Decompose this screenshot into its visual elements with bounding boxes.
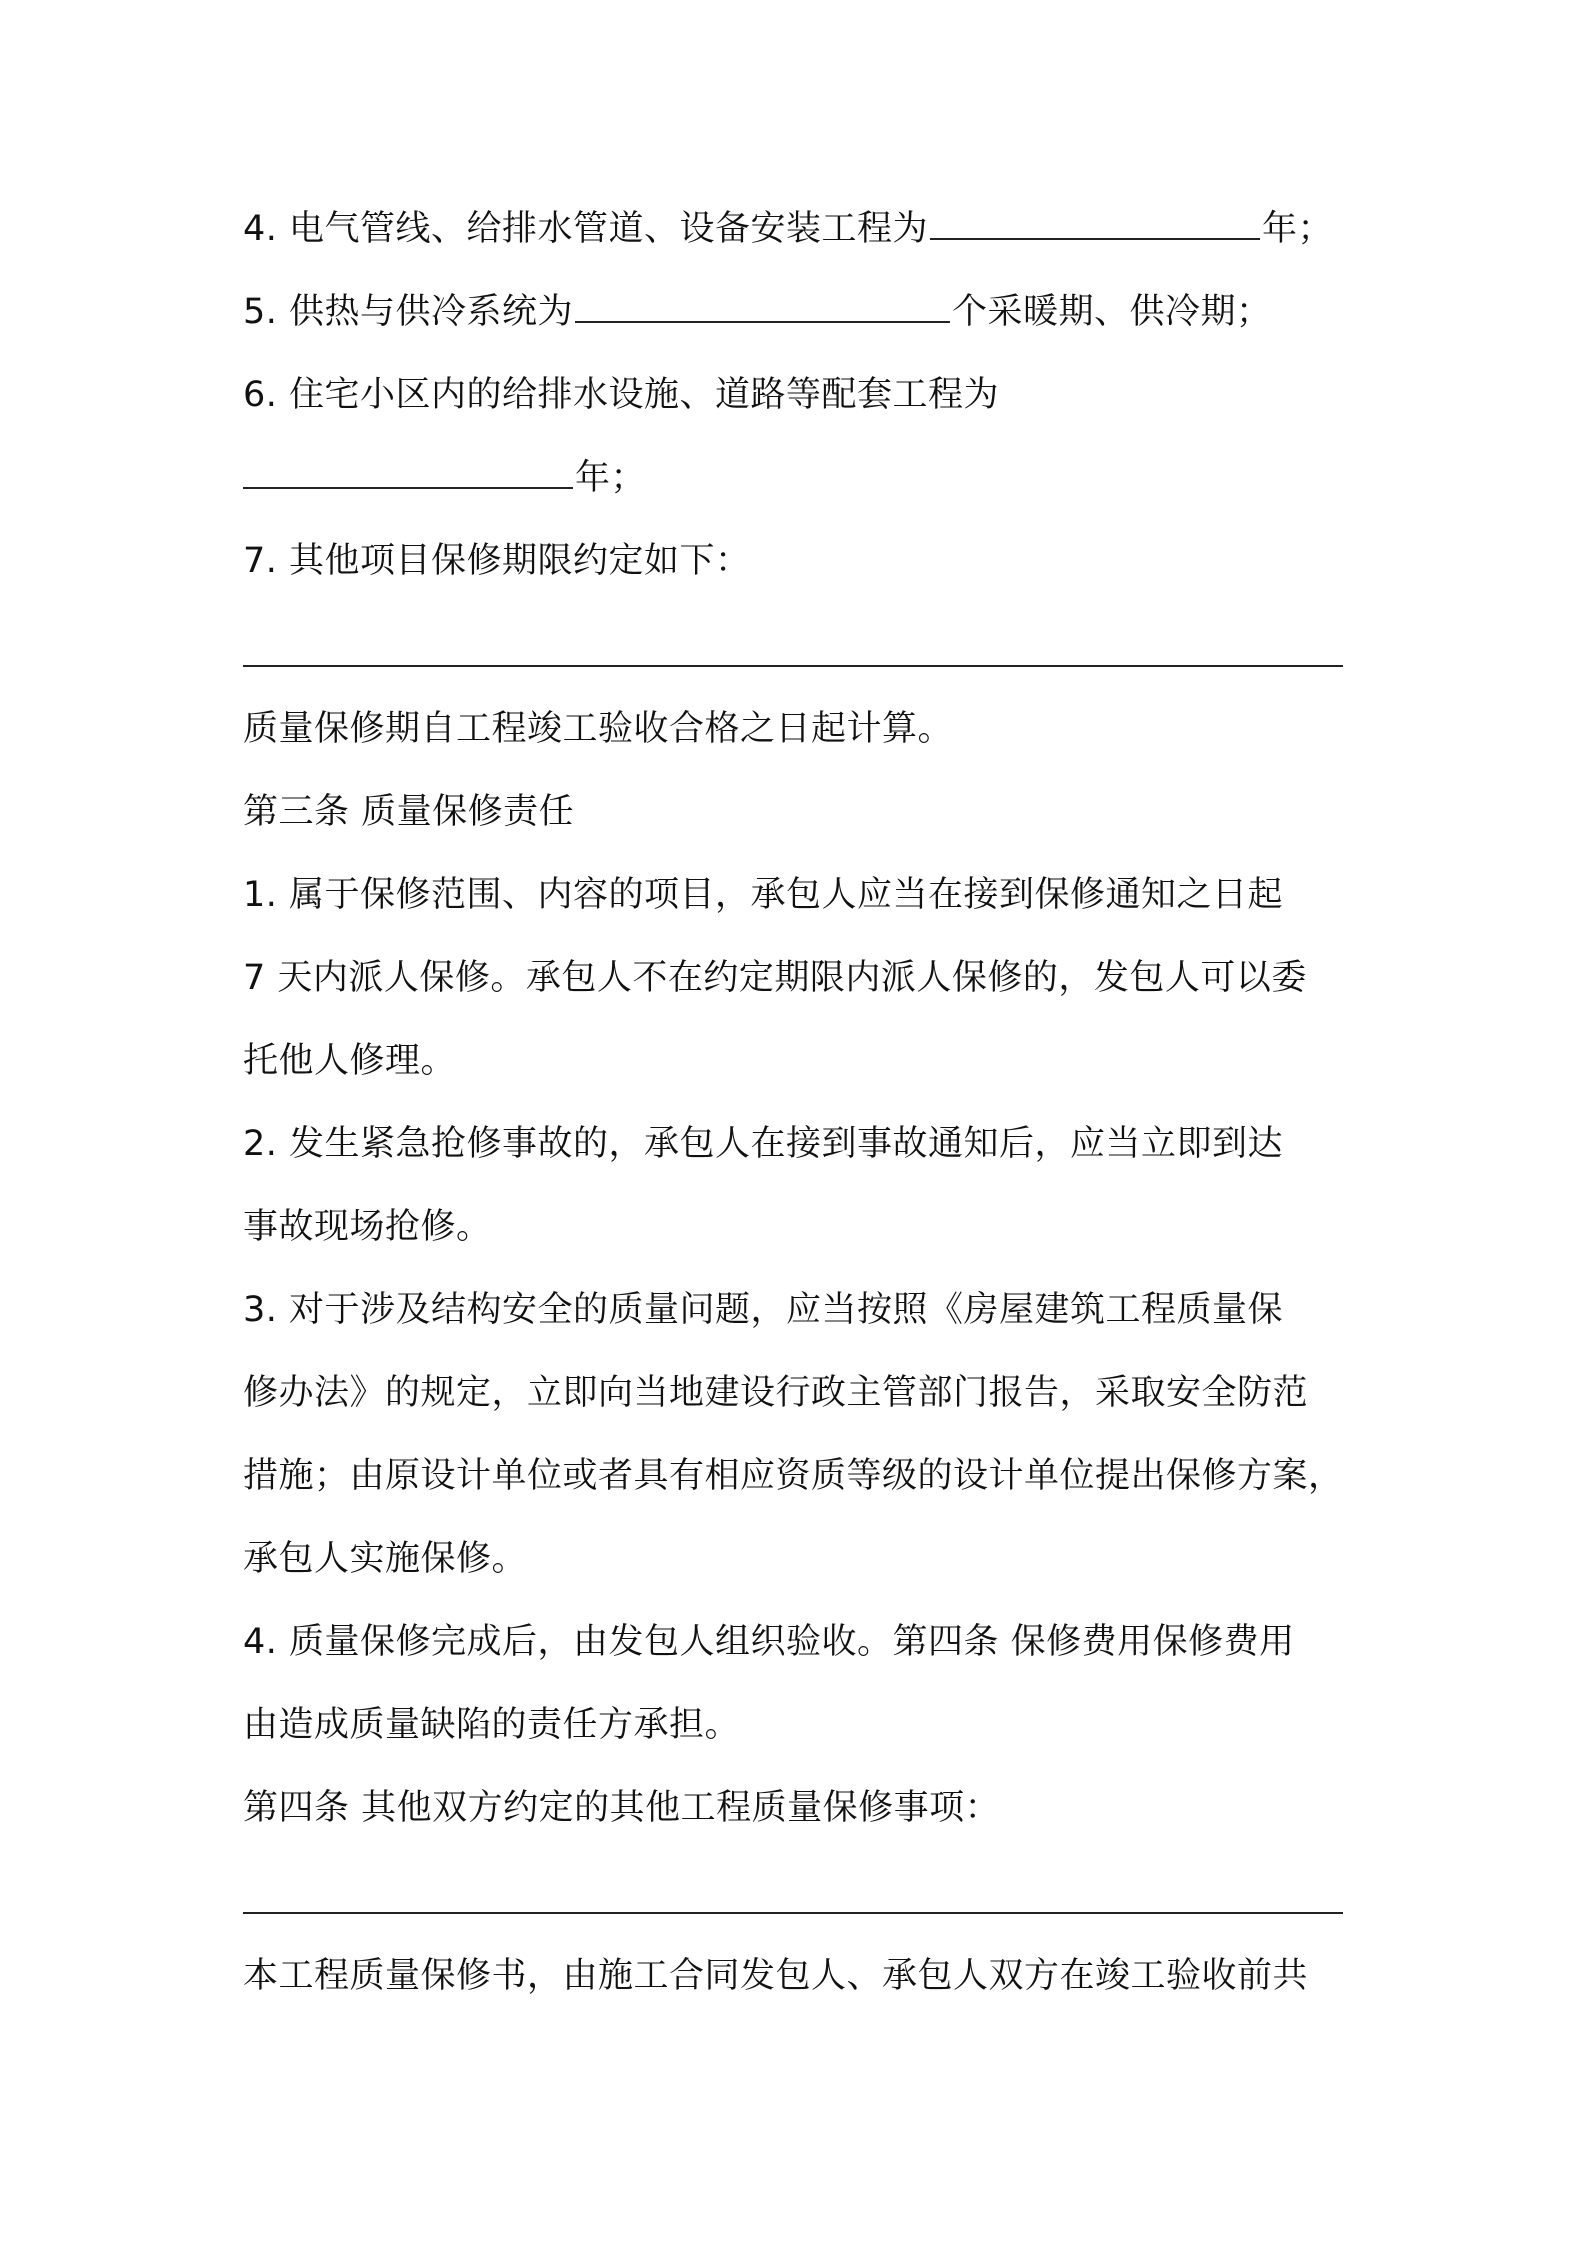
clause-6-residential: 6. 住宅小区内的给排水设施、道路等配套工程为 <box>243 375 1000 415</box>
article-3-item-4-line-2: 由造成质量缺陷的责任方承担。 <box>243 1705 741 1745</box>
clause-5-heating <box>243 288 1272 336</box>
fill-blank-other-terms <box>243 665 1343 667</box>
fill-blank-heating-periods <box>575 320 950 323</box>
article-3-heading: 第三条 质量保修责任 <box>243 792 575 832</box>
article-3-item-3-line-1: 3. 对于涉及结构安全的质量问题，应当按照《房屋建筑工程质量保 <box>243 1290 1284 1330</box>
article-3-item-4-line-1: 4. 质量保修完成后，由发包人组织验收。第四条 保修费用保修费用 <box>243 1622 1295 1662</box>
warranty-start-note: 质量保修期自工程竣工验收合格之日起计算。 <box>243 709 954 749</box>
clause-6-continuation <box>243 454 646 502</box>
article-3-item-1-line-2: 7 天内派人保修。承包人不在约定期限内派人保修的，发包人可以委 <box>243 958 1307 998</box>
fill-blank-years-electrical <box>930 237 1260 240</box>
article-3-item-3-line-2: 修办法》的规定，立即向当地建设行政主管部门报告，采取安全防范 <box>243 1373 1309 1413</box>
fill-blank-years-residential <box>243 486 573 489</box>
fill-blank-other-matters <box>243 1912 1343 1914</box>
closing-paragraph-line-1: 本工程质量保修书，由施工合同发包人、承包人双方在竣工验收前共 <box>243 1956 1309 1996</box>
article-4-heading: 第四条 其他双方约定的其他工程质量保修事项： <box>243 1788 1001 1828</box>
clause-4-electrical <box>243 205 1333 253</box>
article-3-item-1-line-1: 1. 属于保修范围、内容的项目，承包人应当在接到保修通知之日起 <box>243 875 1284 915</box>
article-3-item-2-line-1: 2. 发生紧急抢修事故的，承包人在接到事故通知后，应当立即到达 <box>243 1124 1284 1164</box>
clause-4-text: 4. 电气管线、给排水管道、设备安装工程为 <box>243 209 929 249</box>
clause-6-suffix: 年； <box>575 458 647 498</box>
clause-4-suffix: 年； <box>1262 209 1334 249</box>
article-3-item-3-line-4: 承包人实施保修。 <box>243 1539 528 1579</box>
article-3-item-1-line-3: 托他人修理。 <box>243 1041 457 1081</box>
clause-5-text: 5. 供热与供冷系统为 <box>243 292 574 332</box>
article-3-item-2-line-2: 事故现场抢修。 <box>243 1207 492 1247</box>
article-3-item-3-line-3: 措施；由原设计单位或者具有相应资质等级的设计单位提出保修方案， <box>243 1456 1344 1496</box>
clause-7-other: 7. 其他项目保修期限约定如下： <box>243 541 751 581</box>
clause-5-suffix: 个采暖期、供冷期； <box>952 292 1272 332</box>
